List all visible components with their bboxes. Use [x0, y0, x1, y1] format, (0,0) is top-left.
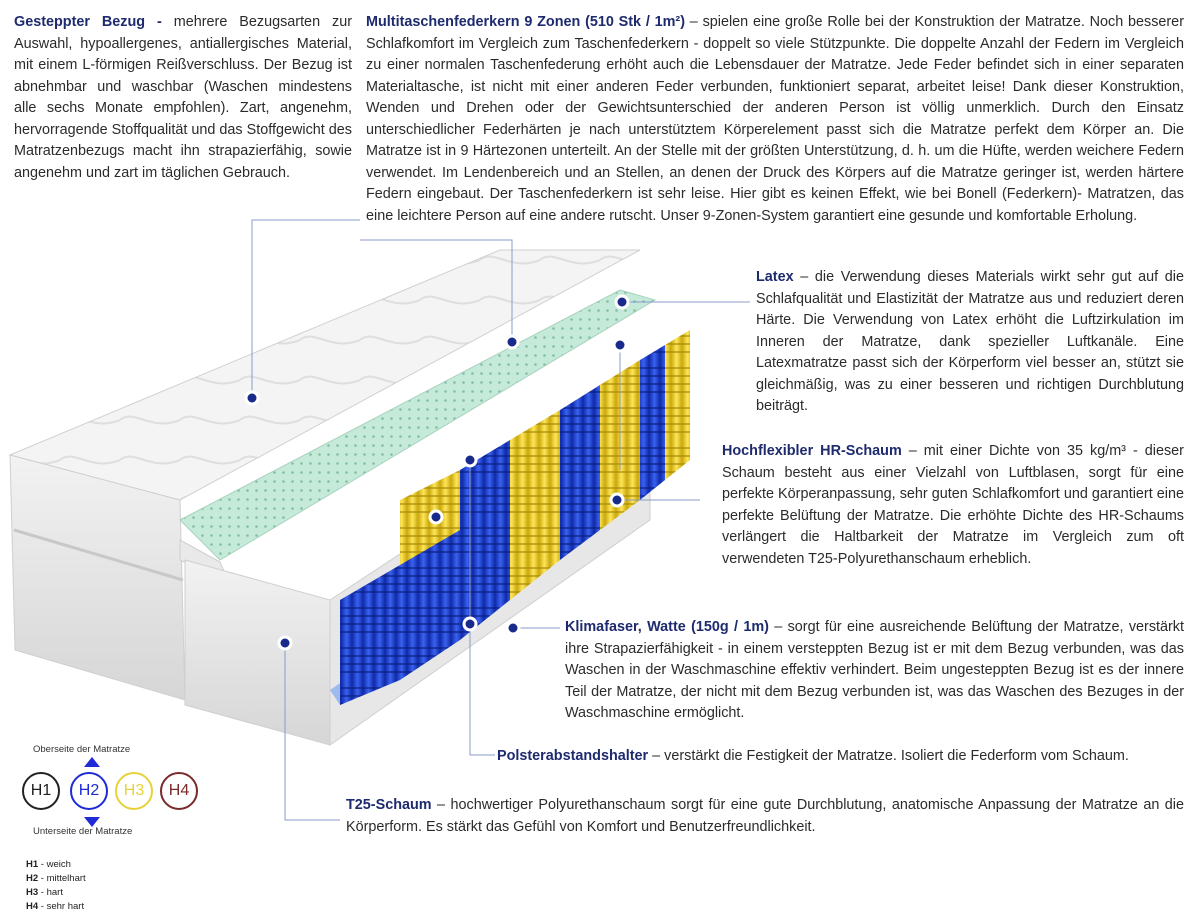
dot-spring — [614, 339, 626, 351]
hr-text: – mit einer Dichte von 35 kg/m³ - dieser Schaum besteht aus einer Vielzahl von Luftblasen, sorgt für eine perfekte Körperanpassung, sehr guten Schlafkomfort und garantiert eine perfekte Belüftung der Matratze. Die erhöhte Dichte des HR-Schaums verlängert die Haltbarkeit der Matratze im Vergleich zum oft verwendeten T25-Polyurethanschaum erheblich. — [722, 443, 1184, 567]
t25-description — [346, 795, 1184, 838]
polster-title: Polsterabstandshalter — [497, 748, 649, 764]
legend-circle-h4: H4 — [160, 772, 198, 810]
latex-description — [756, 267, 1184, 418]
legend-circle-h2: H2 — [70, 772, 108, 810]
hardness-item: H1 - weich — [26, 859, 71, 870]
bezug-text: mehrere Bezugsarten zur Auswahl, hypoallergenes, antiallergisches Material, mit einem L-förmigen Reißverschluss. Der Bezug ist abnehmbar und waschbar (Waschen mindestens alle sechs Monate empfohlen). Zart, angenehm, hervorragende Stoffqualität und das Stoffgewicht des Matratzenbezugs macht ihn strapazierfähig, sowie angenehm und zart im täglichen Gebrauch. — [14, 14, 352, 181]
t25-foam-frame — [185, 560, 330, 745]
dot-yellow — [430, 511, 442, 523]
federkern-title: Multitaschenfederkern 9 Zonen (510 Stk / 1m²) — [366, 14, 685, 30]
klima-text: – sorgt für eine ausreichende Belüftung der Matratze, verstärkt ihre Strapazierfähigkeit - in einem versteppten Bezug ist er mit dem Bezug verbunden, was das Waschen in der Waschmaschine effektiv verhindert. Beim ungesteppten Bezug ist es der innere Teil der Matratze, der nicht mit dem Bezug verbunden ist, was das Waschen des Bezuges in der Waschmaschine ermöglicht. — [565, 619, 1185, 721]
hr-title: Hochflexibler HR-Schaum — [722, 443, 902, 459]
bezug-title: Gesteppter Bezug - — [14, 14, 162, 30]
federkern-description — [366, 12, 1184, 227]
bezug-description — [14, 12, 352, 184]
latex-text: – die Verwendung dieses Materials wirkt sehr gut auf die Schlafqualität und Elastizität der Matratze aus und reduziert deren Härte. Die Verwendung von Latex erhöht die Luftzirkulation im Inneren der Matratze, dank spezieller Luftkanäle. Eine Latexmatratze passt sich der Körperform viel besser an, stützt sie gleichmäßig, was zu einer besseren und richtigen Durchblutung beiträgt. — [756, 269, 1184, 414]
t25-text: – hochwertiger Polyurethanschaum sorgt für eine gute Durchblutung, anatomische Anpassung der Matratze an die Körperform. Es stärkt das Gefühl von Komfort und Benutzerfreundlichkeit. — [346, 797, 1184, 835]
klima-title: Klimafaser, Watte (150g / 1m) — [565, 619, 769, 635]
legend-circle-h3: H3 — [115, 772, 153, 810]
legend-bottom-label: Unterseite der Matratze — [33, 826, 133, 837]
hr-description — [722, 441, 1184, 570]
latex-title: Latex — [756, 269, 794, 285]
dot-t25 — [279, 637, 291, 649]
legend-circle-h1: H1 — [22, 772, 60, 810]
spring-block-blue-4 — [560, 385, 600, 560]
dot-hr — [611, 494, 623, 506]
dot-polster — [464, 454, 476, 466]
klima-description — [565, 617, 1184, 725]
polster-description — [497, 746, 1184, 768]
hardness-item: H2 - mittelhart — [26, 873, 86, 884]
spring-block-yellow-4 — [665, 330, 690, 480]
hardness-list — [26, 858, 86, 914]
dot-federkern — [506, 336, 518, 348]
dot-klima — [507, 622, 519, 634]
t25-title: T25-Schaum — [346, 797, 432, 813]
federkern-text: – spielen eine große Rolle bei der Konstruktion der Matratze. Noch besserer Schlafkomfort im Vergleich zum Taschenfederkern - doppelt so viele Stützpunkte. Die doppelte Anzahl der Federn im Vergleich zu einer normalen Taschenfederung erhöht auch die Lebensdauer der Matratze. Jede Feder befindet sich in einer separaten Materialtasche, ist nicht mit einer anderen Feder verbunden, funktioniert separat, arbeitet leise! Dank dieser Konstruktion, Wenden und Drehen oder der Gewichtsunterschied der anderen Person ist völlig unmerklich. Durch den Einsatz unterschiedlicher Federhärten je nach unterstütztem Körperelement passt sich die Matratze perfekt dem Körper an. Die Matratze ist in 9 Härtezonen unterteilt. An der Stelle mit der größten Unterstützung, d. h. um die Hüfte, werden weichere Federn verwendet. Im Lendenbereich und an Stellen, an denen der Druck des Körpers auf die Matratze geringer ist, werden härtere Federn eingebaut. Der Taschenfederkern ist sehr leise. Hier gibt es keinen Effekt, wie bei Bonell (Federkern)- Matratzen, das eine leichtere Person auf eine andere rutscht. Unser 9-Zonen-System garantiert eine gesunde und komfortable Erholung. — [366, 14, 1184, 224]
legend-top-label: Oberseite der Matratze — [33, 744, 131, 755]
hardness-item: H3 - hart — [26, 887, 63, 898]
hardness-item: H4 - sehr hart — [26, 901, 85, 912]
dot-latex — [616, 296, 628, 308]
spring-block-blue-5 — [640, 345, 665, 500]
dot-blue — [464, 618, 476, 630]
polster-text: – verstärkt die Festigkeit der Matratze. Isoliert die Federform vom Schaum. — [648, 748, 1129, 764]
dot-bezug — [246, 392, 258, 404]
